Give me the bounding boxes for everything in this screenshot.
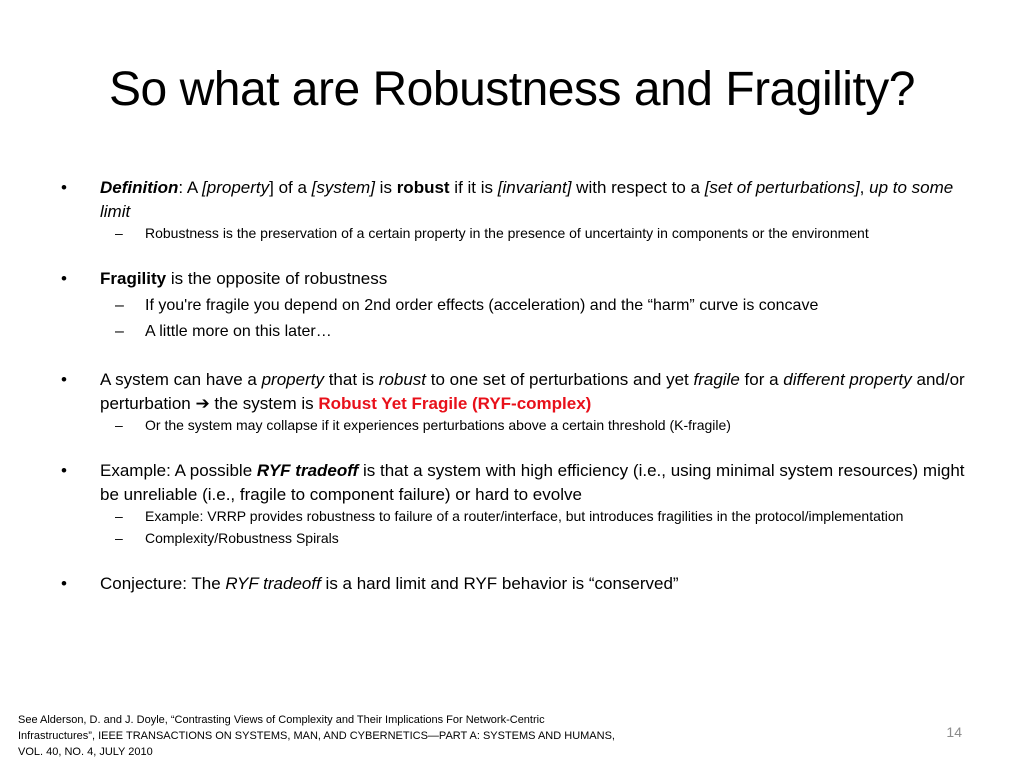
dash-icon: – <box>115 530 123 546</box>
sub-bullet-text: A little more on this later… <box>145 323 332 340</box>
reference-line: VOL. 40, NO. 4, JULY 2010 <box>18 746 153 758</box>
text-run: the system is <box>209 394 319 413</box>
text-run: RYF tradeoff <box>256 461 359 480</box>
text-run: for a <box>739 370 784 389</box>
text-run: [property <box>202 178 270 197</box>
bullet-example <box>60 459 980 507</box>
definition-term: Definition <box>100 178 179 197</box>
text-run: is the opposite of robustness <box>166 269 388 288</box>
text-run: , <box>859 178 870 197</box>
reference-footnote <box>18 712 658 760</box>
text-run: Conjecture: The <box>100 574 226 593</box>
bullet-icon: • <box>61 461 67 480</box>
reference-line: See Alderson, D. and J. Doyle, “Contrasting Views of Complexity and Their Implications For Network-Centric <box>18 714 545 726</box>
bullet-conjecture <box>60 572 980 596</box>
sub-bullet-text: Robustness is the preservation of a certain property in the presence of uncertainty in components or the environment <box>145 225 869 241</box>
bullet-icon: • <box>61 370 67 389</box>
dash-icon: – <box>115 508 123 524</box>
text-run: up to some limit <box>100 178 954 221</box>
text-run: Example: A possible <box>100 461 257 480</box>
text-run: [invariant] <box>497 178 572 197</box>
bullet-icon: • <box>61 574 67 593</box>
sub-bullet-text: Or the system may collapse if it experiences perturbations above a certain threshold (K-fragile) <box>145 417 731 433</box>
sub-bullet-text: If you're fragile you depend on 2nd order effects (acceleration) and the “harm” curve is concave <box>145 297 819 314</box>
bullet-definition <box>60 176 980 224</box>
text-run: that is <box>323 370 379 389</box>
sub-bullet-vrrp <box>60 507 980 525</box>
text-run: [set of perturbations] <box>704 178 860 197</box>
dash-icon: – <box>115 225 123 241</box>
text-run: [system] <box>311 178 375 197</box>
text-run: property <box>261 370 324 389</box>
text-run: different property <box>783 370 912 389</box>
sub-bullet-k-fragile <box>60 416 980 434</box>
text-run: and/or perturbation <box>100 370 965 413</box>
slide-body <box>60 176 980 596</box>
sub-bullet-second-order <box>60 295 980 317</box>
ryf-highlight: Robust Yet Fragile (RYF-complex) <box>318 394 592 413</box>
sub-bullet-later <box>60 321 980 343</box>
text-run: A system can have a <box>100 370 262 389</box>
slide-number: 14 <box>946 724 962 740</box>
sub-bullet-robustness <box>60 224 980 242</box>
text-run: RYF tradeoff <box>225 574 321 593</box>
sub-bullet-text: Example: VRRP provides robustness to failure of a router/interface, but introduces fragilities in the protocol/implementation <box>145 508 904 524</box>
sub-bullet-text: Complexity/Robustness Spirals <box>145 530 339 546</box>
text-run: Fragility <box>100 269 167 288</box>
text-run: is a hard limit and RYF behavior is “conserved” <box>320 574 679 593</box>
text-run: robust <box>378 370 427 389</box>
text-run: ] of a <box>269 178 312 197</box>
text-run: is <box>374 178 397 197</box>
bullet-ryf <box>60 368 980 416</box>
reference-line: Infrastructures”, IEEE TRANSACTIONS ON SYSTEMS, MAN, AND CYBERNETICS—PART A: SYSTEMS AND HUMANS, <box>18 730 615 742</box>
text-run: robust <box>396 178 450 197</box>
sub-bullet-spirals <box>60 529 980 547</box>
bullet-icon: • <box>61 269 67 288</box>
text-run: : A <box>178 178 203 197</box>
slide-title: So what are Robustness and Fragility? <box>109 63 915 116</box>
bullet-icon: • <box>61 178 67 197</box>
text-run: with respect to a <box>571 178 705 197</box>
text-run: to one set of perturbations and yet <box>426 370 694 389</box>
dash-icon: – <box>115 417 123 433</box>
dash-icon: – <box>115 297 124 314</box>
text-run: is that a system with high efficiency (i.e., using minimal system resources) might be unreliable (i.e., fragile to component failure) or hard to evolve <box>100 461 965 504</box>
arrow-icon: ➔ <box>195 394 210 413</box>
bullet-fragility <box>60 267 980 291</box>
text-run: fragile <box>693 370 740 389</box>
text-run: if it is <box>449 178 498 197</box>
dash-icon: – <box>115 323 124 340</box>
